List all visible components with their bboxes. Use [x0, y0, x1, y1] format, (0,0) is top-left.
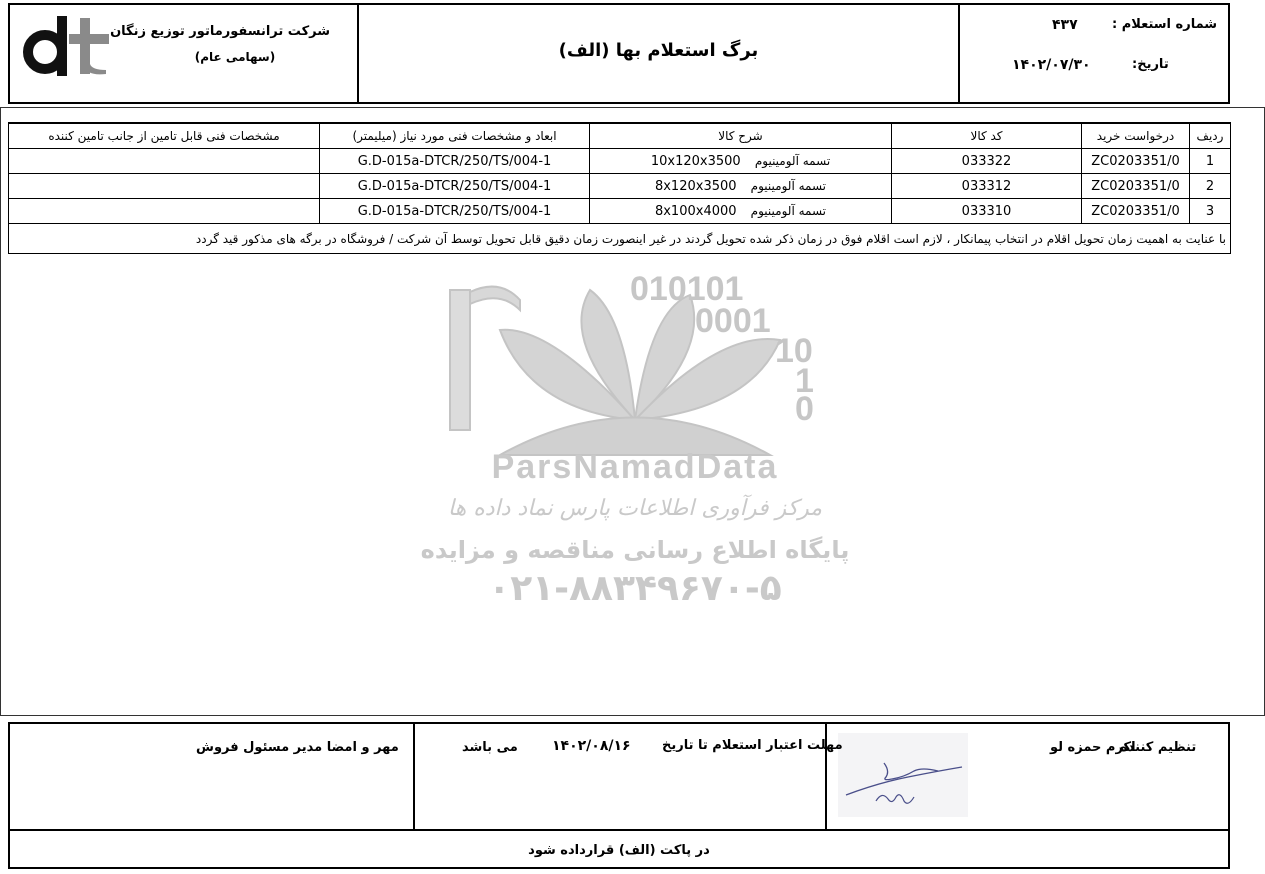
seal-signature-label: مهر و امضا مدیر مسئول فروش [196, 740, 399, 755]
prepared-by-label: تنظیم کننده [1120, 740, 1197, 755]
watermark-phone: ۰۲۱-۸۸۳۴۹۶۷۰-۵ [488, 568, 782, 609]
watermark-digits-1: 010101 [630, 270, 744, 308]
validity-suffix: می باشد [462, 740, 518, 755]
delivery-note: با عنایت به اهمیت زمان تحویل اقلام در انتخاب پیمانکار ، لازم است اقلام فوق در زمان ذکر شده تحویل گردند در غیر اینصورت زمان دقیق قابل تحویل توسط آن شرکت / فروشگاه در برگه های مذکور قید گردد [9, 224, 1231, 254]
item-size: 8x120x3500 [654, 178, 737, 194]
company-name: شرکت ترانسفورماتور توزیع زنگان [110, 24, 330, 39]
item-name: تسمه آلومینیوم [750, 178, 827, 193]
watermark-brand: ParsNamadData [491, 448, 779, 486]
cell-technical-spec: G.D-015a-DTCR/250/TS/004-1 [320, 199, 590, 224]
validity-date: ۱۴۰۲/۰۸/۱۶ [552, 738, 631, 754]
prepared-by-name: اکرم حمزه لو [1050, 740, 1136, 755]
cell-purchase-request: ZC0203351/0 [1082, 199, 1190, 224]
cell-item-description [590, 174, 892, 199]
table-note-row [9, 224, 1231, 254]
inquiry-number-value: ۴۳۷ [1052, 17, 1078, 33]
col-header-item-description: شرح کالا [590, 123, 892, 149]
table-row [9, 174, 1231, 199]
signature-scribble [838, 733, 968, 817]
date-value: ۱۴۰۲/۰۷/۳۰ [1012, 57, 1091, 73]
col-header-technical-spec: ابعاد و مشخصات فنی مورد نیاز (میلیمتر) [320, 123, 590, 149]
cell-item-description [590, 149, 892, 174]
watermark-line-1: مرکز فرآوری اطلاعات پارس نماد داده ها [447, 496, 823, 521]
header-divider-right [958, 3, 960, 104]
item-size: 8x100x4000 [654, 203, 737, 219]
cell-supplier-spec[interactable] [9, 199, 320, 224]
watermark-line-2: پایگاه اطلاع رسانی مناقصه و مزایده [420, 536, 850, 564]
table-header-row [9, 123, 1231, 149]
cell-purchase-request: ZC0203351/0 [1082, 174, 1190, 199]
watermark-digits-2: 0001 [695, 302, 771, 340]
cell-technical-spec: G.D-015a-DTCR/250/TS/004-1 [320, 149, 590, 174]
cell-row-number: 2 [1190, 174, 1231, 199]
cell-row-number: 3 [1190, 199, 1231, 224]
cell-item-code: 033312 [892, 174, 1082, 199]
watermark-digits-4: 1 [795, 362, 814, 400]
cell-row-number: 1 [1190, 149, 1231, 174]
cell-supplier-spec[interactable] [9, 149, 320, 174]
date-label: تاریخ: [1132, 57, 1169, 72]
col-header-supplier-spec: مشخصات فنی قابل تامین از جانب تامین کننده [9, 123, 320, 149]
company-type: (سهامی عام) [194, 50, 276, 64]
col-header-row-number: ردیف [1190, 123, 1231, 149]
watermark-digits-5: 0 [795, 390, 814, 428]
footer-vertical-divider-left [413, 722, 415, 831]
item-name: تسمه آلومینیوم [750, 203, 827, 218]
watermark-emblem [440, 270, 830, 465]
form-title: برگ استعلام بها (الف) [558, 40, 759, 61]
inquiry-number-label: شماره استعلام : [1112, 17, 1218, 32]
table-row [9, 149, 1231, 174]
col-header-item-code: کد کالا [892, 123, 1082, 149]
item-name: تسمه آلومینیوم [754, 153, 831, 168]
item-size: 10x120x3500 [650, 153, 741, 169]
watermark-digits-3: 10 [775, 332, 813, 370]
envelope-note: در پاکت (الف) قرارداده شود [528, 843, 710, 858]
signature-image [838, 733, 968, 817]
cell-item-description [590, 199, 892, 224]
cell-item-code: 033322 [892, 149, 1082, 174]
company-logo [22, 14, 112, 78]
items-table [8, 122, 1231, 254]
col-header-purchase-request: درخواست خرید [1082, 123, 1190, 149]
validity-label: مهلت اعتبار استعلام تا تاریخ [662, 738, 843, 753]
cell-technical-spec: G.D-015a-DTCR/250/TS/004-1 [320, 174, 590, 199]
cell-supplier-spec[interactable] [9, 174, 320, 199]
table-row [9, 199, 1231, 224]
footer-horizontal-divider [8, 829, 1230, 831]
cell-purchase-request: ZC0203351/0 [1082, 149, 1190, 174]
cell-item-code: 033310 [892, 199, 1082, 224]
